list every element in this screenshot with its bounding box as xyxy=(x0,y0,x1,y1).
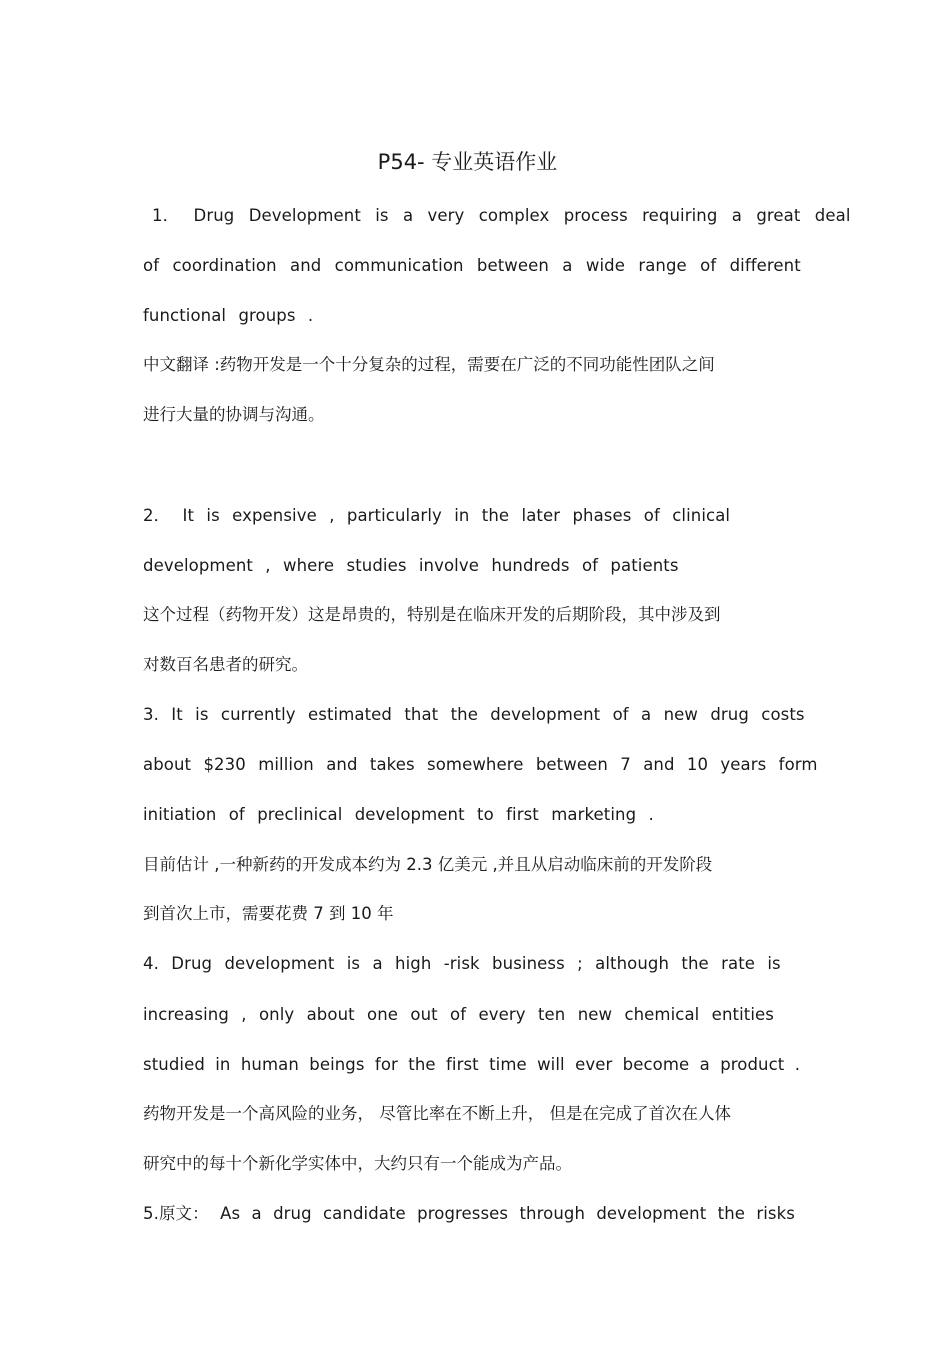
item-2-chinese-line-2: 对数百名患者的研究。 xyxy=(143,655,308,674)
item-1-english-line-1: 1． Drug Development is a very complex process requiring a great deal xyxy=(152,206,851,225)
item-4-chinese-line-2: 研究中的每十个新化学实体中，大约只有一个能成为产品。 xyxy=(143,1154,572,1173)
item-3-english-line-1: 3. It is currently estimated that the development of a new drug costs xyxy=(143,705,805,724)
item-3-english-line-2: about $230 million and takes somewhere between 7 and 10 years form xyxy=(143,755,818,774)
item-3-english-line-3: initiation of preclinical development to first marketing . xyxy=(143,805,654,824)
item-2-english-line-1: 2． It is expensive , particularly in the later phases of clinical xyxy=(143,506,731,525)
item-4-chinese-line-1: 药物开发是一个高风险的业务， 尽管比率在不断上升， 但是在完成了首次在人体 xyxy=(143,1104,731,1123)
item-4-english-line-1: 4. Drug development is a high -risk business ; although the rate is xyxy=(143,954,781,973)
item-2-chinese-line-1: 这个过程（药物开发）这是昂贵的，特别是在临床开发的后期阶段，其中涉及到 xyxy=(143,605,721,624)
item-4-english-line-3: studied in human beings for the first time will ever become a product . xyxy=(143,1055,801,1074)
item-5-english-line-1: 5.原文： As a drug candidate progresses through development the risks xyxy=(143,1204,795,1223)
item-1-english-line-2: of coordination and communication between a wide range of different xyxy=(143,256,801,275)
item-2-english-line-2: development , where studies involve hundreds of patients xyxy=(143,556,679,575)
page-title: P54- 专业英语作业 xyxy=(377,150,558,174)
item-1-chinese-line-2: 进行大量的协调与沟通。 xyxy=(143,405,325,424)
item-1-english-line-3: functional groups . xyxy=(143,306,314,325)
item-3-chinese-line-1: 目前估计 ,一种新药的开发成本约为 2.3 亿美元 ,并且从启动临床前的开发阶段 xyxy=(143,855,713,874)
item-4-english-line-2: increasing , only about one out of every ten new chemical entities xyxy=(143,1005,774,1024)
item-1-chinese-line-1: 中文翻译 :药物开发是一个十分复杂的过程，需要在广泛的不同功能性团队之间 xyxy=(143,355,715,374)
item-3-chinese-line-2: 到首次上市，需要花费 7 到 10 年 xyxy=(143,904,394,923)
